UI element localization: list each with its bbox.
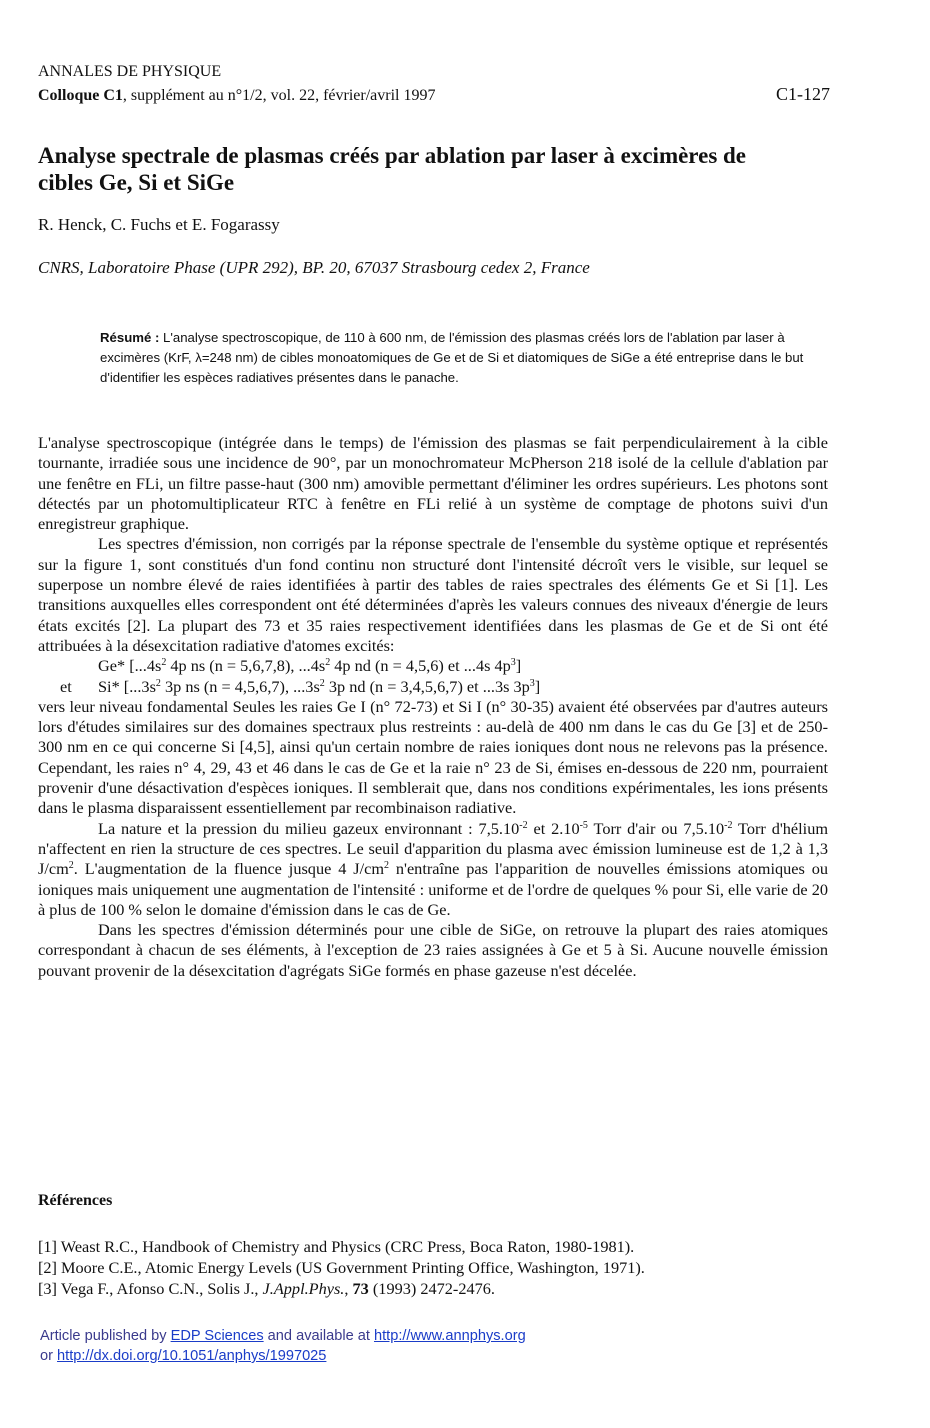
abstract-label: Résumé :	[100, 330, 160, 345]
equation-ge: Ge* [$...4s^2$ 4p ns (n = 5,6,7,8), $...4s^2$ 4p nd (n = 4,5,6) et ...4s $4p^3$]	[98, 656, 522, 676]
affiliation: CNRS, Laboratoire Phase (UPR 292), BP. 20, 67037 Strasbourg cedex 2, France	[38, 258, 590, 277]
paragraph-5: Dans les spectres d'émission déterminés pour une cible de SiGe, on retrouve la plupart des raies atomiques correspondant à chacun de ses éléments, à l'exception de 23 raies assignées à Ge et 5 à Si. Aucune nouvelle émission pouvant provenir de la désexcitation d'agrégats SiGe formés en phase gazeuse n'est décelée.	[38, 920, 828, 980]
references-heading: Références	[38, 1192, 113, 1209]
issue-details: , supplément au n°1/2, vol. 22, février/avril 1997	[122, 87, 436, 104]
publication-notice: Article published by EDP Sciences and available at http://www.annphys.org or http://dx.doi.org/10.1051/anphys/1997025	[40, 1328, 526, 1364]
abstract-text: L'analyse spectroscopique, de 110 à 600 nm, de l'émission des plasmas créés lors de l'ablation par laser à excimères (KrF, λ=248 nm) de cibles monoatomiques de Ge et de Si et diatomiques de SiGe a été entreprise dans le but d'identifier les espèces radiatives présentes dans le panache.	[100, 330, 804, 385]
abstract	[100, 328, 824, 388]
edp-sciences-link[interactable]: EDP Sciences	[170, 1328, 264, 1344]
article-title: Analyse spectrale de plasmas créés par ablation par laser à excimères de cibles Ge, Si et SiGe	[38, 143, 747, 195]
journal-name: ANNALES DE PHYSIQUE	[38, 63, 222, 80]
authors: R. Henck, C. Fuchs et E. Fogarassy	[38, 215, 280, 234]
article-body	[38, 433, 828, 981]
equation-si: et Si* [$...3s^2$ 3p ns (n = 4,5,6,7), $...3s^2$ 3p nd (n = 3,4,5,6,7) et ...3s $3p^3$]	[60, 676, 541, 696]
paragraph-1: L'analyse spectroscopique (intégrée dans le temps) de l'émission des plasmas se fait perpendiculairement à la cible tournante, irradiée sous une incidence de 90°, par un monochromateur McPherson 218 isolé de la cellule d'ablation par une fenêtre en FLi, un filtre passe-haut (300 nm) amovible permettant d'éliminer les ordres supérieurs. Les photons sont détectés par un photomultiplicateur RTC à fenêtre en FLi relié à un système de comptage de photons suivi d'un enregistreur graphique.	[38, 433, 828, 534]
reference-1: [1] Weast R.C., Handbook of Chemistry and Physics (CRC Press, Boca Raton, 1980-1981).	[38, 1237, 635, 1256]
colloque-label: Colloque C1	[38, 87, 123, 104]
page-number: C1-127	[776, 84, 830, 104]
paragraph-2: Les spectres d'émission, non corrigés par la réponse spectrale de l'ensemble du système optique et représentés sur la figure 1, sont constitués d'un fond continu non structuré dont l'intensité décroît vers le visible, sur lequel se superpose un nombre élevé de raies identifiées à partir des tables de raies spectrales des éléments Ge et Si [1]. Les transitions auxquelles elles correspondent ont été déterminées d'après les valeurs connues des niveaux d'énergie de leurs états excités [2]. La plupart des 73 et 35 raies respectivement identifiées dans les plasmas de Ge et de Si ont été attribuées à la désexcitation radiative d'atomes excités:	[38, 534, 828, 655]
paragraph-3: vers leur niveau fondamental Seules les raies Ge I (n° 72-73) et Si I (n° 30-35) avaient été observées par d'autres auteurs lors d'études similaires sur des domaines spectraux plus restreints : au-delà de 400 nm dans le cas du Ge [3] et de 250-300 nm en ce qui concerne Si [4,5], ainsi qu'un certain nombre de raies ioniques dont nous ne relevons pas la présence. Cependant, les raies n° 4, 29, 43 et 46 dans le cas de Ge et la raie n° 23 de Si, émises en-dessous de 220 nm, pourraient provenir d'une désactivation d'espèces ioniques. Il semblerait que, dans nos conditions expérimentales, les ions présents dans le plasma disparaissent essentiellement par recombinaison radiative.	[38, 696, 828, 818]
issue-info	[38, 86, 435, 105]
annphys-link[interactable]: http://www.annphys.org	[373, 1328, 526, 1344]
doi-link[interactable]: http://dx.doi.org/10.1051/anphys/1997025	[57, 1348, 327, 1364]
reference-2: [2] Moore C.E., Atomic Energy Levels (US Government Printing Office, Washington, 1971).	[38, 1258, 645, 1277]
reference-3: [3] Vega F., Afonso C.N., Solis J., J.Appl.Phys., 73 (1993) 2472-2476.	[38, 1279, 495, 1298]
references-list	[38, 1236, 645, 1299]
paragraph-4: La nature et la pression du milieu gazeux environnant : $7,5.10^{-2}$ et $2.10^{-5}$ Torr d'air ou $7,5.10^{-2}$ Torr d'hélium n'affectent en rien la structure de ces spectres. Le seuil d'apparition du plasma avec émission lumineuse est de 1,2 à 1,3 $J/cm^2$. L'augmentation de la fluence jusque 4 $J/cm^2$ n'entraîne pas l'apparition de nouvelles émissions atomiques ou ioniques mais uniquement une augmentation de l'intensité : uniforme et de l'ordre de quelques % pour Si, elle varie de 20 à plus de 100 % selon le domaine d'émission dans le cas de Ge.	[38, 818, 829, 919]
